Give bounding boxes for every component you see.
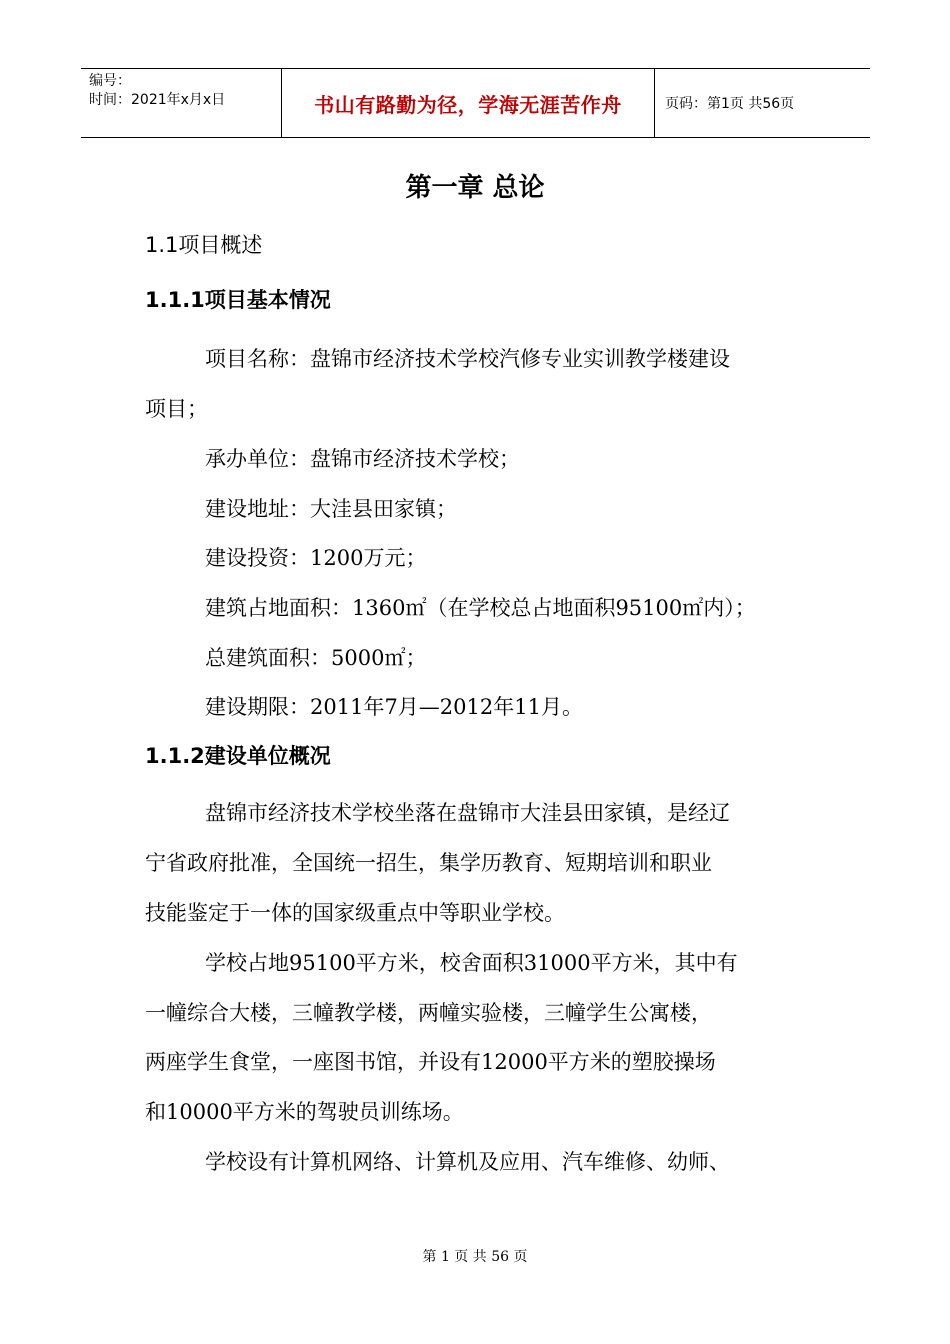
- section-heading-1-1: 1.1项目概述: [145, 233, 263, 257]
- paragraph-line: 盘锦市经济技术学校坐落在盘锦市大洼县田家镇，是经辽: [205, 801, 730, 825]
- paragraph-line: 宁省政府批准，全国统一招生，集学历教育、短期培训和职业: [145, 851, 712, 875]
- land-area-line: 建筑占地面积：1360㎡（在学校总占地面积95100㎡内）；: [205, 596, 756, 620]
- address-line: 建设地址：大洼县田家镇；: [205, 497, 457, 521]
- header-meta: [81, 69, 282, 137]
- header-motto: 书山有路勤为径，学海无涯苦作舟: [282, 69, 655, 137]
- project-name-line: 项目名称：盘锦市经济技术学校汽修专业实训教学楼建设: [205, 347, 730, 371]
- paragraph-line: 学校设有计算机网络、计算机及应用、汽车维修、幼师、: [205, 1150, 730, 1174]
- paragraph-line: 一幢综合大楼，三幢教学楼，两幢实验楼，三幢学生公寓楼，: [145, 1001, 712, 1025]
- chapter-title: 第一章 总论: [405, 173, 545, 203]
- floor-area-line: 总建筑面积：5000㎡；: [205, 646, 427, 670]
- paragraph-line: 两座学生食堂，一座图书馆，并设有12000平方米的塑胶操场: [145, 1050, 716, 1074]
- page-footer: 第 1 页 共 56 页: [422, 1249, 528, 1265]
- paragraph-line: 技能鉴定于一体的国家级重点中等职业学校。: [145, 901, 565, 925]
- time-label: 时间：2021年x月x日: [89, 92, 226, 108]
- paragraph-line: 学校占地95100平方米，校舍面积31000平方米，其中有: [205, 951, 738, 975]
- section-heading-1-1-1: 1.1.1项目基本情况: [145, 288, 331, 312]
- project-name-cont: 项目；: [145, 397, 208, 421]
- number-label: 编号：: [89, 73, 131, 89]
- host-unit-line: 承办单位：盘锦市经济技术学校；: [205, 447, 520, 471]
- header-page-info: 页码：第1页 共56页: [665, 96, 795, 112]
- paragraph-line: 和10000平方米的驾驶员训练场。: [145, 1100, 464, 1124]
- page-header: [81, 68, 870, 138]
- investment-line: 建设投资：1200万元；: [205, 546, 427, 570]
- period-line: 建设期限：2011年7月—2012年11月。: [205, 695, 583, 719]
- section-heading-1-1-2: 1.1.2建设单位概况: [145, 744, 331, 768]
